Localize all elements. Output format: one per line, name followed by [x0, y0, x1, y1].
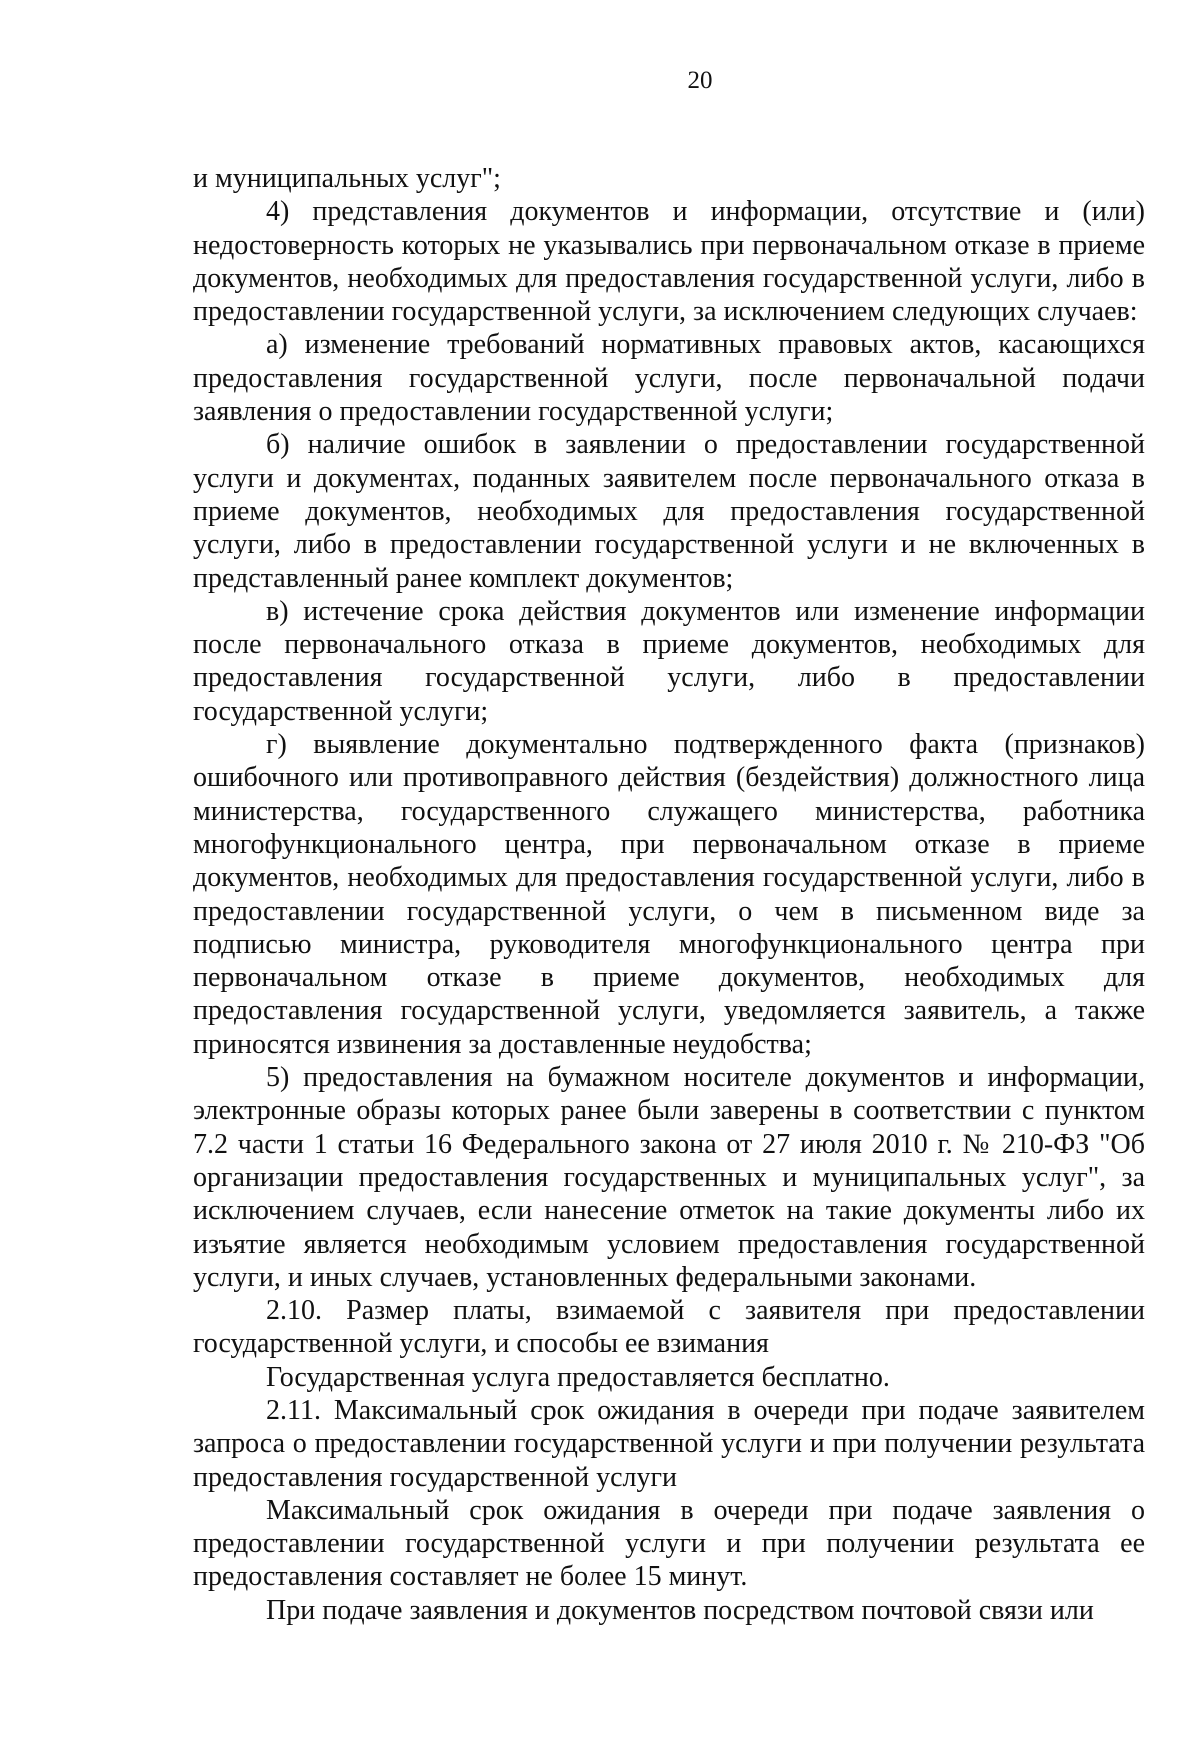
paragraph-postal: При подаче заявления и документов посредством почтовой связи или	[266, 1594, 1094, 1626]
paragraph-item-4: 4) представления документов и информации, отсутствие и (или) недостоверность которых не указывались при первоначальном отказе в приеме документов, необходимых для предоставления государственной услуги, либо в предоставлении государственной услуги, за исключением следующих случаев:	[193, 196, 1145, 328]
page-number: 20	[687, 67, 713, 94]
section-heading-2-10: 2.10. Размер платы, взимаемой с заявителя при предоставлении государственной услуги, и способы ее взимания	[193, 1295, 1145, 1360]
paragraph-subitem-g: г) выявление документально подтвержденного факта (признаков) ошибочного или противоправного действия (бездействия) должностного лица министерства, государственного служащего министерства, работника многофункционального центра, при первоначальном отказе в приеме документов, необходимых для предоставления государственной услуги, либо в предоставлении государственной услуги, о чем в письменном виде за подписью министра, руководителя многофункционального центра при первоначальном отказе в приеме документов, необходимых для предоставления государственной услуги, уведомляется заявитель, а также приносятся извинения за доставленные неудобства;	[193, 729, 1145, 1060]
paragraph-free-of-charge: Государственная услуга предоставляется бесплатно.	[266, 1361, 890, 1393]
paragraph-item-5: 5) предоставления на бумажном носителе документов и информации, электронные образы которых ранее были заверены в соответствии с пунктом 7.2 части 1 статьи 16 Федерального закона от 27 июля 2010 г. № 210-ФЗ "Об организации предоставления государственных и муниципальных услуг", за исключением случаев, если нанесение отметок на такие документы либо их изъятие является необходимым условием предоставления государственной услуги, и иных случаев, установленных федеральными законами.	[193, 1062, 1145, 1293]
paragraph-subitem-a: а) изменение требований нормативных правовых актов, касающихся предоставления государственной услуги, после первоначальной подачи заявления о предоставлении государственной услуги;	[193, 329, 1145, 428]
paragraph-subitem-v: в) истечение срока действия документов или изменение информации после первоначального отказа в приеме документов, необходимых для предоставления государственной услуги, либо в предоставлении государственной услуги;	[193, 595, 1145, 727]
document-body	[193, 162, 1145, 1627]
paragraph-subitem-b: б) наличие ошибок в заявлении о предоставлении государственной услуги и документах, поданных заявителем после первоначального отказа в приеме документов, необходимых для предоставления государственной услуги, либо в предоставлении государственной услуги и не включенных в представленный ранее комплект документов;	[193, 429, 1145, 594]
paragraph-continuation: и муниципальных услуг";	[193, 163, 501, 194]
section-heading-2-11: 2.11. Максимальный срок ожидания в очереди при подаче заявителем запроса о предоставлении государственной услуги и при получении результата предоставления государственной услуги	[193, 1394, 1145, 1493]
paragraph-max-wait: Максимальный срок ожидания в очереди при подаче заявления о предоставлении государственной услуги и при получении результата ее предоставления составляет не более 15 минут.	[193, 1494, 1145, 1593]
